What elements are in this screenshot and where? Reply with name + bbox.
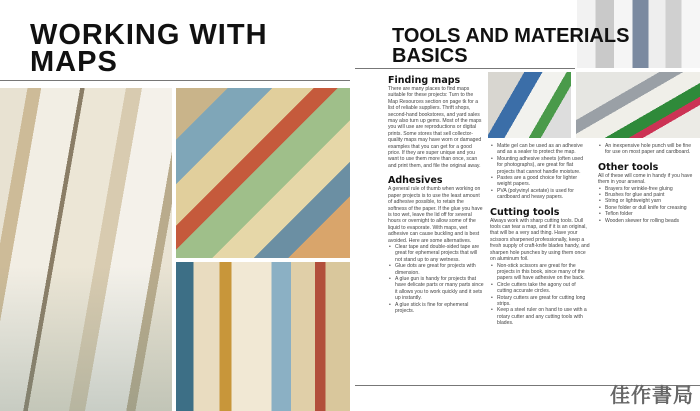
rolled-maps-photo [0, 88, 172, 411]
left-page-title: WORKING WITH MAPS [30, 19, 268, 78]
list-item: • Clear tape and double-sided tape are great for ephemeral projects that will not stand up to any wetness. [388, 244, 484, 263]
right-page-title: TOOLS AND MATERIALS BASICS [392, 25, 630, 67]
other-tools-body: All of these will come in handy if you have them in your arsenal. [598, 172, 693, 186]
adhesives-heading: Adhesives [388, 175, 443, 187]
list-item: • Keep a steel ruler on hand to use with a rotary cutter and any cutting tools with blades. [490, 307, 590, 326]
column-2 [490, 143, 590, 327]
watermark: 佳作書局 [610, 383, 694, 407]
column-1 [388, 75, 484, 314]
list-item: • Wooden skewer for rolling beads [598, 218, 698, 224]
list-item: • Non-stick scissors are great for the projects in this book, since many of the papers will have adhesive on the back. [490, 263, 590, 282]
finding-maps-body: There are many places to find maps suitable for these projects: Turn to the Map Resources section on page tk for a list of reliable suppliers. Thrift shops, second-hand bookstores, and yard sales may also turn up gems. Most of the maps you will use are reproductions or digital prints. Some stores that sell collector-quality maps may have worn or damaged examples that you can get for a good price. If they are super unique and you want to use them more than once, scan and print them, and file the original away. [388, 86, 482, 169]
list-item: • PVA (polyvinyl acetate) is used for cardboard and heavy papers. [490, 188, 590, 201]
list-item: • Teflon folder [598, 211, 698, 217]
adhesives-body: A general rule of thumb when working on paper projects is to use the least amount of adhesive possible, to retain the softness of the paper. If the glue you have is too wet, leave the lid off for several hours or overnight to allow some of the liquid to evaporate. With maps, wet adhesive can cause buckling and is best avoided. Here are some alternatives. [388, 186, 483, 244]
list-item: • Mounting adhesive sheets (often used for photographs), are great for flat projects that cannot handle moisture. [490, 156, 590, 175]
list-item: • Rotary cutters are great for cutting long strips. [490, 295, 590, 308]
cutting-tools-photo [576, 72, 700, 138]
list-item: • Glue dots are great for projects with dimension. [388, 263, 484, 276]
list-item: • Pastes are a good choice for lighter weight papers. [490, 175, 590, 188]
list-item: • Brushes for glue and paint [598, 192, 698, 198]
right-title-rule [355, 68, 575, 69]
cutting-tools-body: Always work with sharp cutting tools. Dull tools can tear a map, and if it is an original, that will be a very sad thing. Have your scissors sharpened professionally, keep a fresh supply of craft-knife blades handy, and sharpen hole punches by using them once on aluminum foil. [490, 217, 590, 263]
finding-maps-heading: Finding maps [388, 75, 461, 86]
tapes-photo [488, 72, 571, 138]
list-item: • Matte gel can be used as an adhesive and as a sealer to protect the map. [490, 143, 590, 156]
left-title-rule [0, 80, 350, 81]
column-3 [598, 143, 698, 224]
list-item: • A glue stick is fine for ephemeral projects. [388, 302, 484, 315]
other-tools-heading: Other tools [598, 161, 659, 173]
list-item: • An inexpensive hole punch will be fine for use on most paper and cardboard. [598, 143, 698, 156]
map-books-photo [176, 262, 350, 411]
list-item: • Bone folder or dull knife for creasing [598, 205, 698, 211]
list-item: • A glue gun is handy for projects that have delicate parts or many parts since it allows you to work quickly and it sets up instantly. [388, 276, 484, 302]
cutting-tools-heading: Cutting tools [490, 206, 560, 218]
list-item: • String or lightweight yarn [598, 198, 698, 204]
map-collage-photo [176, 88, 350, 258]
list-item: • Circle cutters take the agony out of cutting accurate circles. [490, 282, 590, 295]
list-item: • Brayers for wrinkle-free gluing [598, 186, 698, 192]
